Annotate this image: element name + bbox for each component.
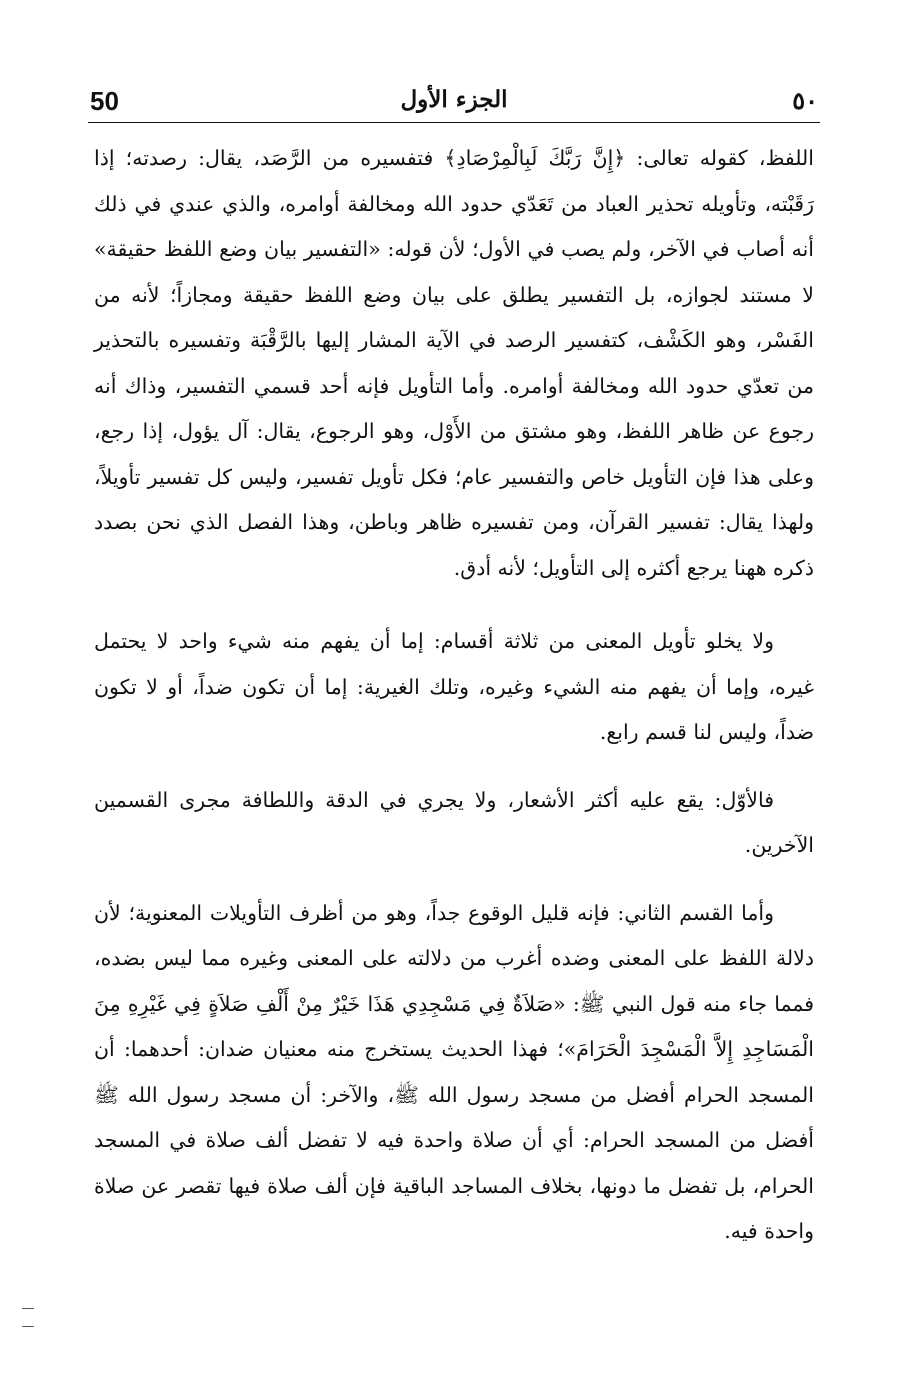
- paragraph-4: وأما القسم الثاني: فإنه قليل الوقوع جداً، وهو من أظرف التأويلات المعنوية؛ لأن دلالة اللفظ على المعنى وضده أغرب من دلالته على المعنى وغيره مما ليس بضده، فمما جاء منه قول النبي ﷺ: «صَلاَةٌ فِي مَسْجِدِي هَذَا خَيْرٌ مِنْ أَلْفِ صَلاَةٍ فِي غَيْرِهِ مِنَ الْمَسَاجِدِ إِلاَّ الْمَسْجِدَ الْحَرَامَ»؛ فهذا الحديث يستخرج منه معنيان ضدان: أحدهما: أن المسجد الحرام أفضل من مسجد رسول الله ﷺ، والآخر: أن مسجد رسول الله ﷺ أفضل من المسجد الحرام: أي أن صلاة واحدة فيه لا تفضل ألف صلاة في المسجد الحرام، بل تفضل ما دونها، بخلاف المساجد الباقية فإن ألف صلاة فيها تقصر عن صلاة واحدة فيه.: [94, 900, 814, 1243]
- body-text: [94, 136, 814, 1255]
- running-title: الجزء الأول: [400, 86, 508, 113]
- page-header: [88, 82, 820, 123]
- page-number-latin: 50: [90, 86, 119, 116]
- margin-mark: [22, 1326, 34, 1327]
- paragraph-2: ولا يخلو تأويل المعنى من ثلاثة أقسام: إما أن يفهم منه شيء واحد لا يحتمل غيره، وإما أن يفهم منه الشيء وغيره، وتلك الغيرية: إما أن تكون ضداً، أو لا تكون ضداً، وليس لنا قسم رابع.: [94, 629, 814, 744]
- paragraph-3: فالأوّل: يقع عليه أكثر الأشعار، ولا يجري في الدقة واللطافة مجرى القسمين الآخرين.: [94, 787, 814, 857]
- paragraph-1: اللفظ، كقوله تعالى: ﴿إِنَّ رَبَّكَ لَبِالْمِرْصَادِ﴾ فتفسيره من الرَّصَد، يقال: رصدته؛ إذا رَقَبْته، وتأويله تحذير العباد من تَعَدّي حدود الله ومخالفة أوامره، والذي عندي في ذلك أنه أصاب في الآخر، ولم يصب في الأول؛ لأن قوله: «التفسير بيان وضع اللفظ حقيقة» لا مستند لجوازه، بل التفسير يطلق على بيان وضع اللفظ حقيقة ومجازاً؛ لأنه من الفَسْر، وهو الكَشْف، كتفسير الرصد في الآية المشار إليها بالرَّقْبَة وتفسيره بالتحذير من تعدّي حدود الله ومخالفة أوامره. وأما التأويل فإنه أحد قسمي التفسير، وذاك أنه رجوع عن ظاهر اللفظ، وهو مشتق من الأَوْل، وهو الرجوع، يقال: آل يؤول، إذا رجع، وعلى هذا فإن التأويل خاص والتفسير عام؛ فكل تأويل تفسير، وليس كل تفسير تأويلاً، ولهذا يقال: تفسير القرآن، ومن تفسيره ظاهر وباطن، وهذا الفصل الذي نحن بصدد ذكره ههنا يرجع أكثره إلى التأويل؛ لأنه أدق.: [94, 146, 814, 580]
- page-number-arabic: ٥٠: [792, 86, 818, 115]
- margin-mark: [22, 1308, 34, 1309]
